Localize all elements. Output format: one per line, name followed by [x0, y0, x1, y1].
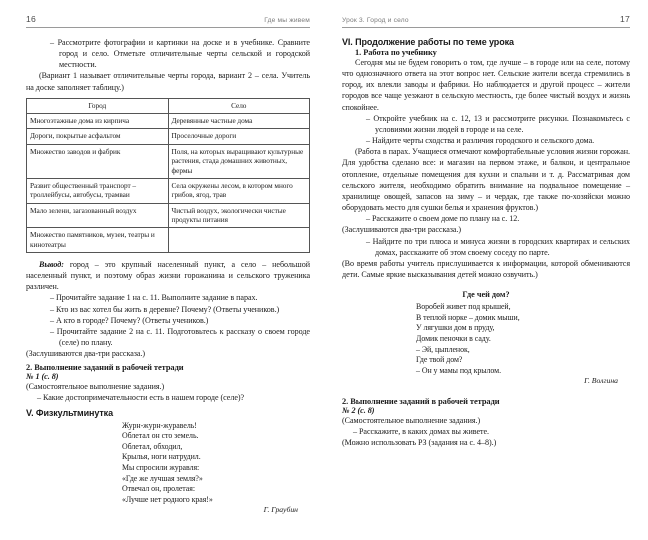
poem-line: Где твой дом? — [416, 355, 463, 365]
task-list-1 — [342, 113, 630, 146]
table-header-village: Село — [168, 98, 310, 114]
list-item: – А кто в городе? Почему? (Ответы учеников.) — [39, 315, 310, 326]
poem-line: Воробей живет под крышей, — [416, 302, 511, 312]
list-item: – Кто из вас хотел бы жить в деревне? Почему? (Ответы учеников.) — [39, 304, 310, 315]
list-item: – Расскажите, в каких домах вы живете. — [342, 426, 630, 437]
table-row — [27, 203, 310, 228]
poem-line: – Он у мамы под крылом. — [416, 365, 501, 375]
table-cell-village: Проселочные дороги — [168, 129, 310, 144]
table-cell-village: Села окружены лесом, в котором много грибов, ягод, трав — [168, 178, 310, 203]
task-list-3 — [342, 236, 630, 258]
variant-note: (Вариант 1 называет отличительные черты города, вариант 2 – села. Учитель на доске заполняет таблицу.) — [26, 71, 310, 92]
table-cell-city: Множество памятников, музеи, театры и кинотеатры — [27, 228, 169, 253]
page-number-left: 16 — [26, 14, 36, 24]
workbook-ref-right: № 2 (с. 8) — [342, 405, 375, 415]
poem-author-right: Г. Волгина — [584, 376, 618, 386]
table-cell-village: Деревянные частные дома — [168, 114, 310, 129]
running-head-left — [26, 14, 310, 28]
table-row — [27, 114, 310, 129]
task-list-2 — [342, 213, 630, 224]
workbook-note-left: (Самостоятельное выполнение задания.) — [26, 382, 165, 392]
table-cell-city: Развит общественный транспорт – троллейбусы, автобусы, трамваи — [27, 178, 169, 203]
poem-line: «Лучше нет родного края!» — [122, 494, 213, 504]
poem-line: У лягушки дом в пруду, — [416, 323, 495, 333]
poem-title-right: Где чей дом? — [462, 290, 510, 300]
listen-note-left: (Заслушиваются два-три рассказа.) — [26, 349, 146, 359]
list-item: – Рассмотрите фотографии и картинки на доске и в учебнике. Сравните город и село. Отметьте отличительные черты сельской и городской местности. — [39, 37, 310, 70]
list-item: – Прочитайте задание 1 на с. 11. Выполните задание в парах. — [39, 292, 310, 303]
list-item: – Найдите черты сходства и различия городского и сельского дома. — [355, 135, 630, 146]
table-header-row — [27, 98, 310, 114]
table-cell-city: Многоэтажные дома из кирпича — [27, 114, 169, 129]
running-head-right — [342, 14, 630, 28]
lead-paragraph: Сегодня мы не будем говорить о том, где лучше – в городе или на селе, потому что однозначного ответа на этот вопрос нет. Сельские жители всегда стремились в город, их влекли заводы и фабрики. Но наблюдается и другой процесс – жители городов все чаще уезжают в сельскую местность, где более чистый воздух и жизнь спокойнее. — [342, 58, 630, 112]
table-row — [27, 129, 310, 144]
subsection-heading-1: 1. Работа по учебнику — [355, 48, 437, 57]
workbook-heading-left: 2. Выполнение заданий в рабочей тетради — [26, 363, 184, 373]
workbook-question-list-right — [342, 426, 630, 437]
teacher-note: (Во время работы учитель прислушивается к информации, которой обмениваются дети. Самые яркие высказывания детей можно озвучить.) — [342, 258, 630, 279]
poem-line: Отвечал он, пролетая: — [122, 484, 195, 494]
list-item: – Расскажите о своем доме по плану на с. 12. — [355, 213, 630, 224]
poem-line: Облетал он сто земель. — [122, 431, 199, 441]
conclusion-paragraph — [26, 259, 310, 292]
conclusion-text: город – это крупный населенный пункт, а село – небольшой населенный пункт, и поэтому образ жизни горожанина и сельского труженика различен. — [26, 259, 310, 292]
poem-line: Облетал, обходил, — [122, 441, 183, 451]
list-item: – Прочитайте задание 2 на с. 11. Подготовьтесь к рассказу о своем городе (селе) по плану. — [39, 326, 310, 348]
list-item: – Откройте учебник на с. 12, 13 и рассмотрите рисунки. Познакомьтесь с условиями жизни людей в городе и на селе. — [355, 113, 630, 135]
workbook-ref-left: № 1 (с. 8) — [26, 372, 59, 382]
poem-line: Крылья, ноги натрудил. — [122, 452, 201, 462]
intro-list — [26, 37, 310, 70]
table-cell-village — [168, 228, 310, 253]
table-row — [27, 144, 310, 178]
listen-note-right: (Заслушиваются два-три рассказа.) — [342, 225, 462, 235]
pair-work-note: (Работа в парах. Учащиеся отмечают комфортабельные условия жизни горожан. Для удобства сделано все: и магазин на первом этаже, и балкон, и центральное отопление, отдельные помещения для кухни и спальни и т. д. Рассматривая дом сельского жителя, необходимо обратить внимание на подвальное помещение – хранилище овощей, запасов на зиму – и чердак, где также по-хозяйски можно оборудовать место для сушки белья и хранения фруктов.) — [342, 147, 630, 213]
workbook-tip-right: (Можно использовать РЗ (задания на с. 4–8).) — [342, 438, 497, 448]
poem-author-left: Г. Граубин — [263, 505, 298, 515]
list-item: – Найдите по три плюса и минуса жизни в городских квартирах и сельских домах, расскажите об этом своему соседу по парте. — [355, 236, 630, 258]
poem-line: Домик пеночки в саду. — [416, 333, 491, 343]
city-village-table — [26, 98, 310, 253]
question-list — [26, 292, 310, 348]
conclusion-label: Вывод: — [39, 259, 64, 269]
table-cell-city: Множество заводов и фабрик — [27, 144, 169, 178]
table-cell-village: Чистый воздух, экологически чистые продукты питания — [168, 203, 310, 228]
poem-line: Журн-журн-журавель! — [122, 420, 197, 430]
running-title-left: Где мы живем — [264, 17, 310, 24]
running-title-right: Урок 3. Город и село — [342, 17, 409, 24]
section-heading-vi: VI. Продолжение работы по теме урока — [342, 37, 514, 47]
page-number-right: 17 — [620, 14, 630, 24]
table-cell-city: Дороги, покрытые асфальтом — [27, 129, 169, 144]
table-row — [27, 178, 310, 203]
poem-line: Мы спросили журавля: — [122, 463, 200, 472]
poem-line: – Эй, цыпленок, — [416, 344, 470, 354]
poem-line: «Где же лучшая земля?» — [122, 473, 203, 483]
table-cell-village: Поля, на которых выращивают культурные растения, стада домашних животных, фермы — [168, 144, 310, 178]
fizminutka-poem — [26, 421, 310, 506]
page-right — [324, 0, 648, 540]
workbook-heading-right: 2. Выполнение заданий в рабочей тетради — [342, 396, 500, 406]
poem-right — [342, 302, 630, 376]
workbook-question-list-left — [26, 392, 310, 403]
list-item: – Какие достопримечательности есть в нашем городе (селе)? — [26, 392, 310, 403]
fizminutka-heading: V. Физкультминутка — [26, 407, 113, 418]
table-row — [27, 228, 310, 253]
workbook-note-right: (Самостоятельное выполнение задания.) — [342, 415, 481, 425]
poem-line: В теплой норке – домик мыши, — [416, 312, 520, 322]
table-header-city: Город — [27, 98, 169, 114]
table-cell-city: Мало зелени, загазованный воздух — [27, 203, 169, 228]
